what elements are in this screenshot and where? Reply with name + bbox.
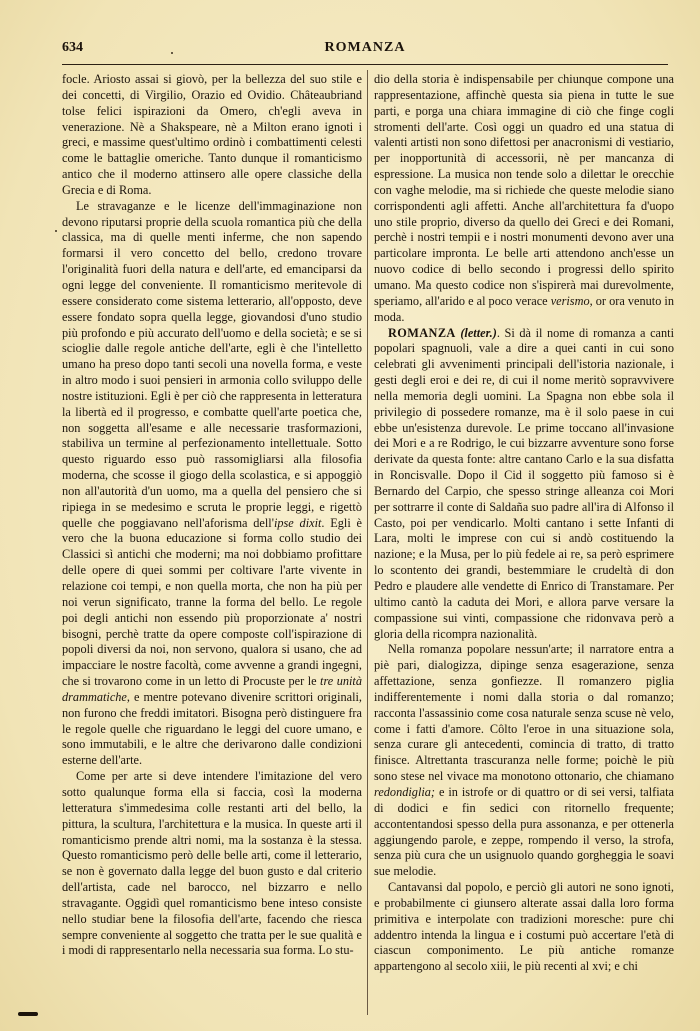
paragraph-text: e in istrofe or di quattro or di sei versi, talfiata di dodici e fin sedici con ritornello frequente; accontentandosi spesso della pura assonanza, e per ottenerla aggiungendo parole, e zeppe, rompendo il verso, la strofa, senza più cura che un usignuolo quando gorgheggia le soavi sue melodie. bbox=[374, 784, 674, 879]
page-header bbox=[62, 40, 668, 62]
paragraph-text: dio della storia è indispensabile per chiunque compone una rappresentazione, affinchè questa sia piena in tutte le sue parti, e porga una chiara immagine di ciò che finge cogli stromenti dell'arte. Così oggi un quadro ed una statua di valenti artisti non sono difettosi per anacronismi di vestiario, per inopportunità di accessorii, nè per mancanza di espressione. La musica non tende solo a dilettar le orecchie con vaghe melodie, ma si richiede che queste melodie siano corrispondenti agli affetti. Anche all'architettura fa d'uopo uno stile proprio, diverso da quello dei Greci e dei Romani, perchè i nostri tempii e i nostri monumenti devono aver una particolare impronta. Le belle arti attendono anch'esse un nuovo codice di bello secondo i progressi dello spirito umano. Ma questo codice non s'ispirerà mai durevolmente, speriamo, all'arido e al poco verace bbox=[374, 72, 674, 308]
paragraph-text: . Egli è vero che la buona educazione si forma collo studio dei Classici sì antichi che moderni; ma noi dobbiamo profittare delle opere di quei sommi per coltivare l'arte vivente in relazione coi tempi, e non quella morta, che non ha più per noi verun significato, tranne la forma del bello. Le regole poi degli antichi non essendo più proporzionate a' nostri bisogni, perchè tratte da opere composte coll'ispirazione di popoli diversi da noi, non servono, qualora si usano, che ad impacciare le nostre facoltà, come avvenne a grandi ingegni, che si trovarono come in un letto di Procuste per le bbox=[62, 515, 362, 689]
left-column bbox=[62, 72, 362, 1022]
italic-phrase: verismo bbox=[550, 293, 590, 308]
paragraph-text: Nella romanza popolare nessun'arte; il narratore entra a piè pari, dialogizza, dipinge senza esagerazione, senza affettazione, senza gonfiezze. Il romanzero piglia indifferentemente i nomi dalla storia o dal romanzo; racconta l'assassinio come cosa naturale senza scuse nè velo, come i fatti d'amore. Côlto l'eroe in una situazione sola, senza curare gli antecedenti, comincia di tratto, di tratto finisce. Altrettanta trascuranza nelle forme; poichè le più sono stese nel vivace ma monotono ottonario, che chiamano bbox=[374, 642, 674, 784]
running-title: ROMANZA bbox=[324, 40, 406, 55]
entry-label: (letter.) bbox=[460, 325, 497, 340]
paragraph-text: , or ora venuto in moda. bbox=[374, 293, 674, 324]
paragraph bbox=[62, 72, 362, 199]
dictionary-entry bbox=[374, 326, 674, 643]
print-speck bbox=[171, 52, 173, 54]
paragraph-text: Le stravaganze e le licenze dell'immaginazione non devono riputarsi proprie della scuola romantica più che della classica, ma di quelle menti inferme, che non sapendo formarsi il vero concetto del bello, credono trovare l'originalità fuori della natura e dell'arte, ed emanciparsi da ogni legge del conveniente. Il romanticismo meritevole di essere considerato come sistema letterario, all'opposto, deve essere fondato sopra quella legge, giovandosi d'uno studio più profondo e più accurato dell'uomo e della società; e se si scioglie dalle regole antiche dell'arte, egli è che l'intelletto umano ha preso dopo tanti secoli una novella forma, e veste in altro modo i suoi pensieri in armonia collo sviluppo delle nostre istituzioni. Egli è per ciò che rappresenta in letteratura la libertà ed il progresso, e combatte quell'arte poetica che, non soggetta all'esame e alle necessarie trasformazioni, stabiliva un termine al perfezionamento intellettuale. Sotto questo riguardo esso può rassomigliarsi alla filosofia moderna, che scosse il giogo della scolastica, e si appoggiò non all'autorità d'un uomo, ma a quella del pensiero che si ripiega in se medesimo e scruta le proprie leggi, e rigettò quelle che poggiavano nell'aforisma dell' bbox=[62, 198, 362, 530]
paragraph bbox=[374, 642, 674, 880]
italic-phrase: tre unità drammatiche bbox=[62, 674, 362, 704]
paragraph-text: Come per arte si deve intendere l'imitazione del vero sotto qualunque forma ella si faccia, così la moderna letteratura s'immedesima colle restanti arti del bello, la pittura, la scultura, l'architettura e la musica. In queste arti il romanticismo prende altri nomi, ma la sostanza è la stessa. Questo romanticismo però delle belle arti, come il letterario, se non è governato dalla legge del buon gusto e dal criterio dell'artista, cade nel barocco, nel bizzarro e nello stravagante. Oggidì quel romanticismo bene inteso consiste nello studiar bene la filosofia dell'arte, facendo che riesca sempre conveniente al soggetto che tratta per le sue qualità e i modi di rappresentarlo nella necessaria sua forma. Lo stu- bbox=[62, 769, 362, 958]
right-column bbox=[374, 72, 674, 1022]
column-divider bbox=[367, 70, 368, 1015]
page-number: 634 bbox=[62, 40, 83, 55]
paragraph-text: . Si dà il nome di romanza a canti popolari spagnuoli, vale a dire a quei canti in cui sono celebrati gli avvenimenti principali dell'istoria nazionale, i gesti degli eroi e dei re, di cui il nome meritò sopravvivere nella memoria degli uomini. La Spagna non ebbe sola il privilegio di possedere romanze, ma è il solo paese in cui ebbe un'esistenza durevole. Le prime toccano all'invasione dei Mori e a re Rodrigo, le cui bizzarre avventure sono forse derivate da questa fonte: altre cantano Carlo e la sua disfatta in Roncisvalle. Dopo il Cid il soggetto più famoso si è Bernardo del Carpio, che spesso stringe alleanza coi Mori per sottrarre il conte di Saldaña suo padre all'ira di Alfonso il Casto, poi per vendicarlo. Molti cantano i sette Infanti di Lara, molti le imprese con cui si andò costituendo la nazione; e la Musa, per lo più fedele ai re, sa però esprimere lo scontento dei grandi, bestemmiare le crudeltà di don Pedro e plaudere alle vendette di Enrico di Transtamare. Per ultimo cantò la caduta dei Mori, e allora parve versare la compassione sui vinti, compassione che ridonvava però a gloria della ricompra nazionalità. bbox=[374, 325, 674, 641]
paragraph bbox=[374, 72, 674, 326]
paragraph-text: focle. Ariosto assai si giovò, per la bellezza del suo stile e dei concetti, di Virgilio, Orazio ed Ovidio. Châteaubriand tolse felici ispirazioni da Omero, ch'egli aveva in venerazione. Nè a Shakspeare, nè a Milton erano ignoti i greci, e massime quest'ultimo ordinò i combattimenti celesti come le battaglie omeriche. Tanto dunque il romanticismo antico che il moderno attinsero alle opere classiche della Grecia e di Roma. bbox=[62, 72, 362, 197]
margin-mark bbox=[18, 1012, 38, 1016]
paragraph bbox=[62, 769, 362, 959]
header-rule bbox=[62, 64, 668, 65]
italic-phrase: ipse dixit bbox=[273, 515, 322, 530]
paragraph bbox=[374, 880, 674, 975]
entry-headword: ROMANZA bbox=[388, 325, 456, 340]
paragraph-text: , e mentre potevano divenire scrittori originali, non furono che freddi imitatori. Bisogna però distinguere fra le regole quelle che riguardano le leggi del cuore umano, e sono immutabili, e le altre che derivarono dalle condizioni esterne dell'arte. bbox=[62, 689, 362, 768]
print-speck bbox=[55, 230, 57, 232]
italic-phrase: redondiglia; bbox=[374, 784, 436, 799]
paragraph-text: Cantavansi dal popolo, e perciò gli autori ne sono ignoti, e probabilmente ci giunsero alterate assai dalla loro forma primitiva e interpolate con tradizioni moresche: pure chi addentro intenda la lingua e i costumi può accertare l'età di ciascun componimento. Le più antiche romanze appartengono al secolo xiii, le più recenti al xvi; e chi bbox=[374, 880, 674, 974]
paragraph bbox=[62, 199, 362, 769]
